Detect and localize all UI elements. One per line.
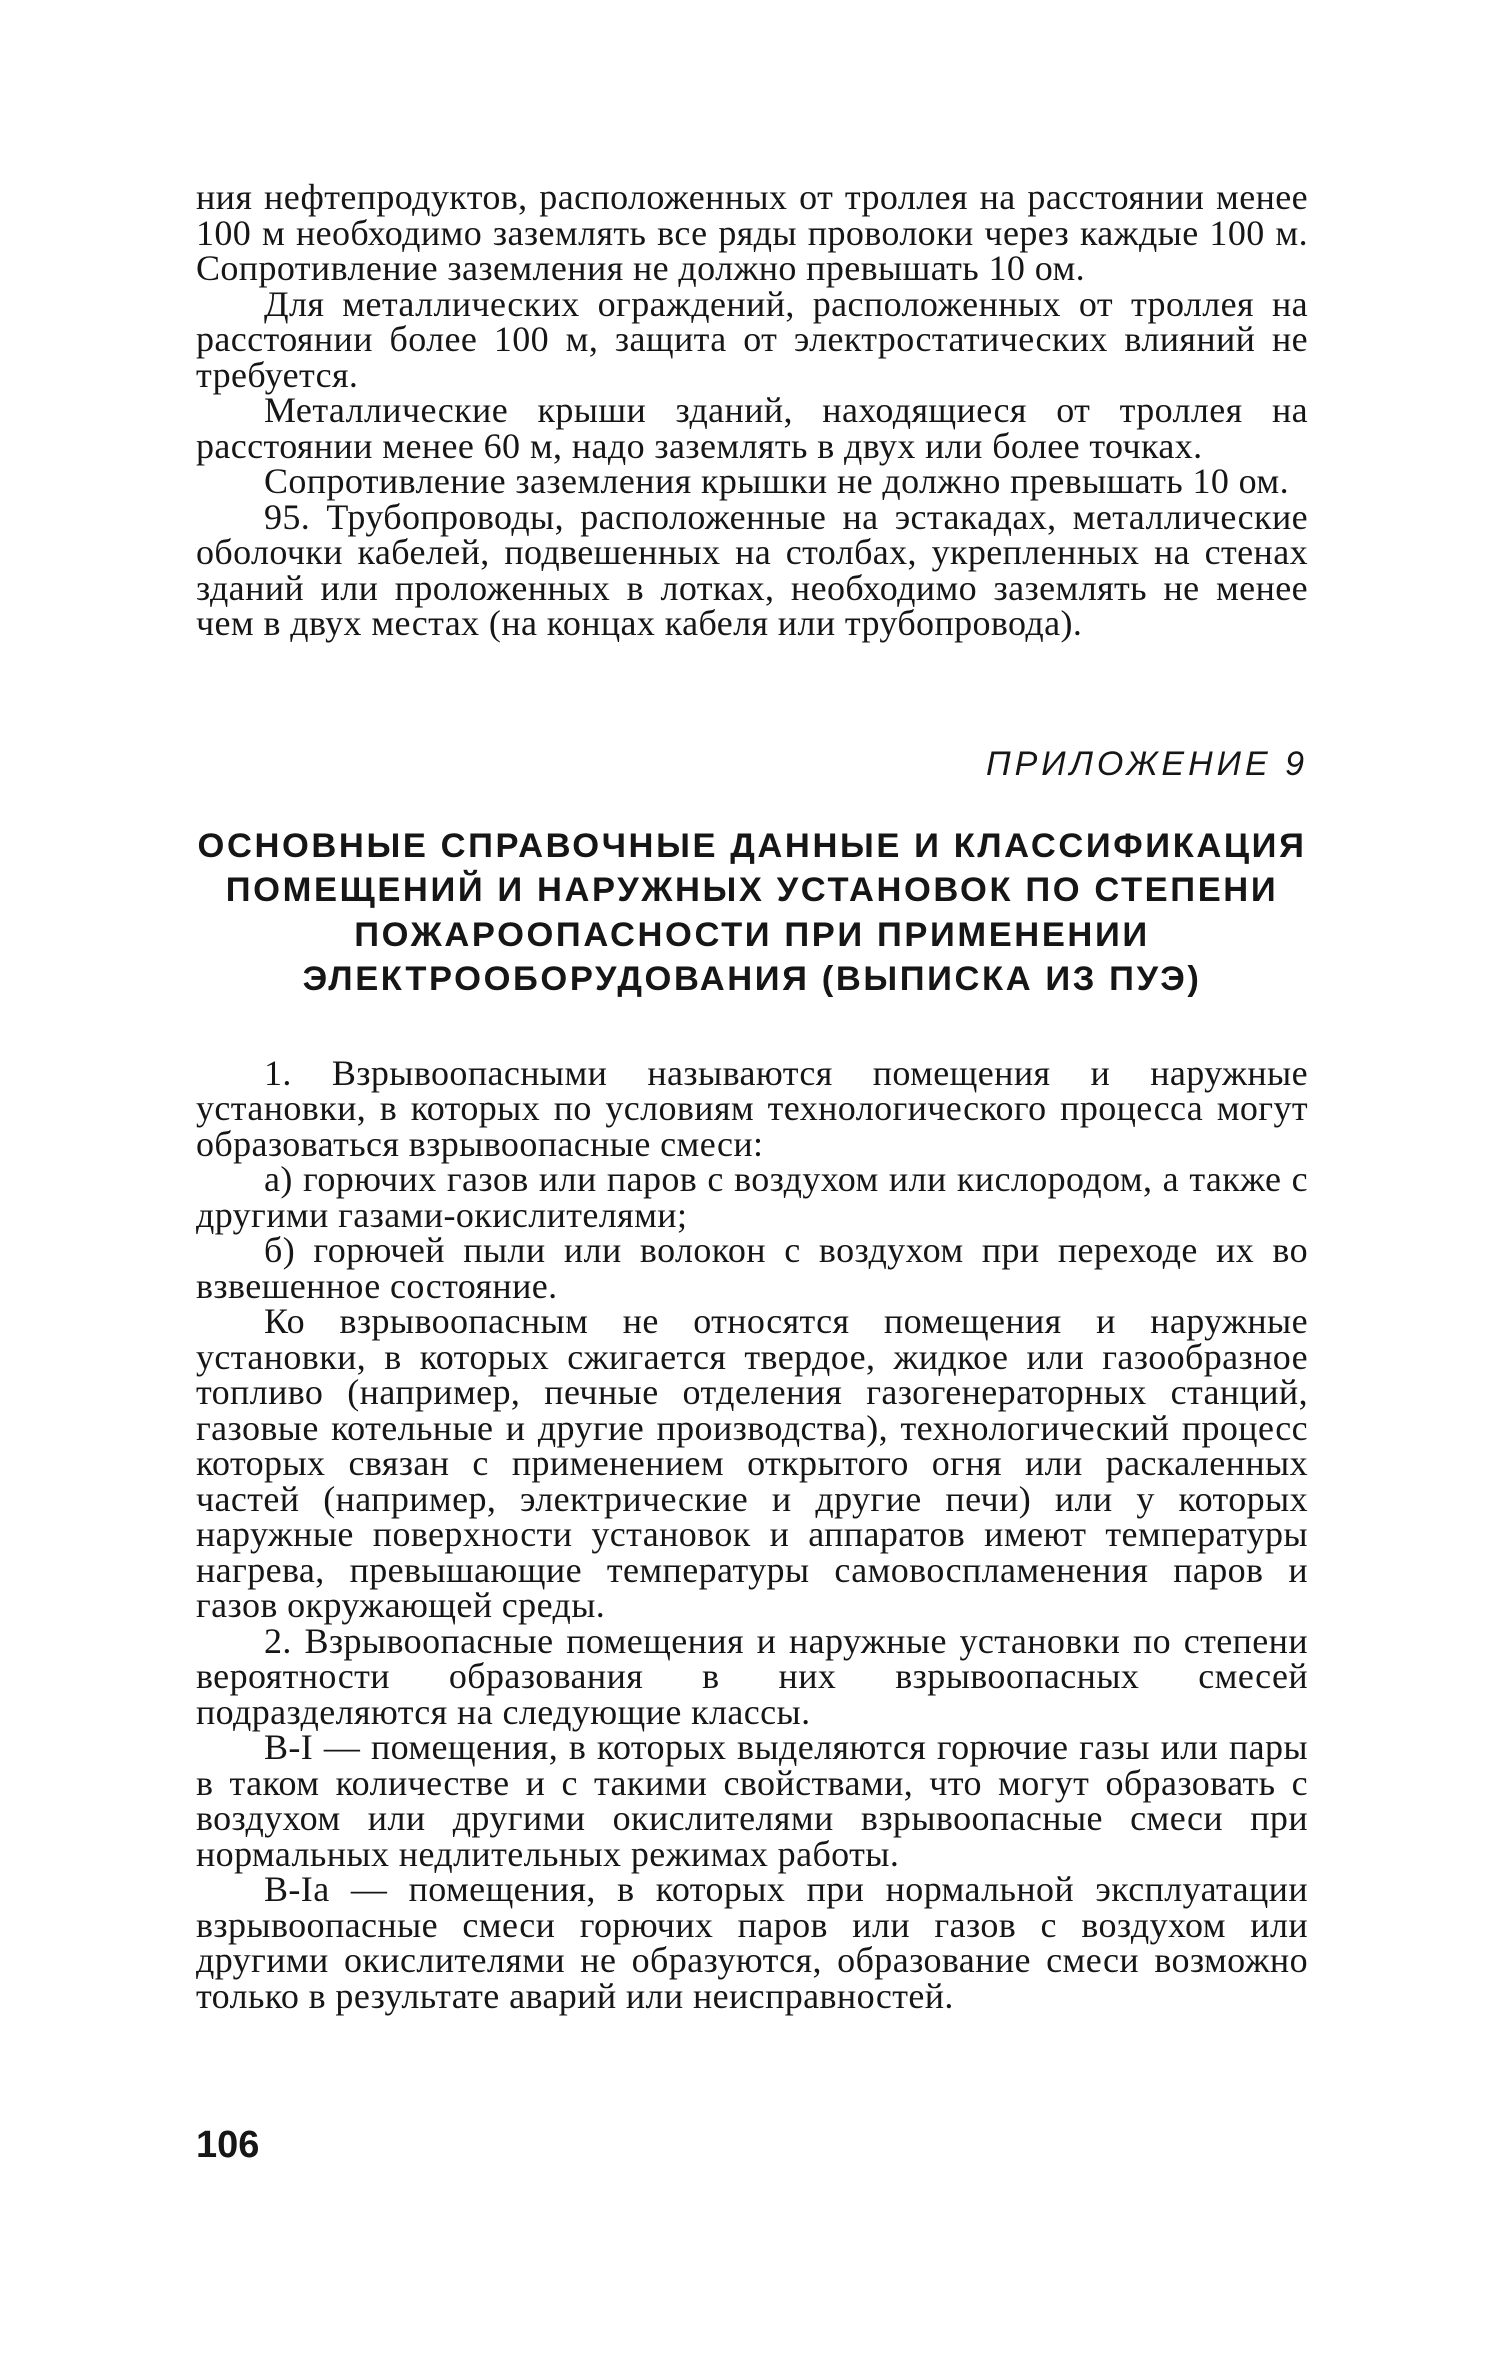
- paragraph-item-95: 95. Трубопроводы, расположенные на эстакадах, металлические оболочки кабелей, подвешенных на столбах, укрепленных на стенах зданий или проложенных в лотках, необходимо заземлять не менее чем в двух местах (на концах кабеля или трубопровода).: [196, 496, 1308, 643]
- page-content: [196, 177, 1308, 2016]
- appendix-label: ПРИЛОЖЕНИЕ 9: [985, 744, 1308, 783]
- paragraph-class-v-i: В-I — помещения, в которых выделяются горючие газы или пары в таком количестве и с такими свойствами, что могут образовать с воздухом или другими окислителями взрывоопасные смеси при нормальных недлительных режимах работы.: [196, 1727, 1308, 1874]
- paragraph-metal-fences: Для металлических ограждений, расположенных от троллея на расстоянии более 100 м, защита от электростатических влияний не требуется.: [196, 283, 1308, 395]
- paragraph-item-2: 2. Взрывоопасные помещения и наружные установки по степени вероятности образования в них взрывоопасных смесей подразделяются на следующие классы.: [196, 1620, 1308, 1732]
- section-heading: ОСНОВНЫЕ СПРАВОЧНЫЕ ДАННЫЕ И КЛАССИФИКАЦИЯ ПОМЕЩЕНИЙ И НАРУЖНЫХ УСТАНОВОК ПО СТЕПЕНИ ПОЖАРООПАСНОСТИ ПРИ ПРИМЕНЕНИИ ЭЛЕКТРООБОРУДОВАНИЯ (ВЫПИСКА ИЗ ПУЭ): [197, 826, 1307, 998]
- paragraph-item-1b: б) горючей пыли или волокон с воздухом при переходе их во взвешенное состояние.: [196, 1230, 1308, 1306]
- paragraph-continued-grounding: ния нефтепродуктов, расположенных от троллея на расстоянии менее 100 м необходимо заземлять все ряды проволоки через каждые 100 м. Сопротивление заземления не должно превышать 10 ом.: [196, 177, 1308, 288]
- page-number: 106: [196, 2124, 260, 2166]
- paragraph-metal-roofs: Металлические крыши зданий, находящиеся от троллея на расстоянии менее 60 м, надо заземлять в двух или более точках.: [196, 390, 1308, 466]
- paragraph-item-1: 1. Взрывоопасными называются помещения и наружные установки, в которых по условиям технологического процесса могут образоваться взрывоопасные смеси:: [196, 1052, 1308, 1164]
- paragraph-roof-resistance: Сопротивление заземления крышки не должно превышать 10 ом.: [264, 461, 1289, 501]
- paragraph-exclusions: Ко взрывоопасным не относятся помещения и наружные установки, в которых сжигается твердое, жидкое или газообразное топливо (например, печные отделения газогенераторных станций, газовые котельные и другие производства), технологический процесс которых связан с применением открытого огня или раскаленных частей (например, электрические и другие печи) или у которых наружные поверхности установок и аппаратов имеют температуры нагрева, превышающие температуры самовоспламенения паров и газов окружающей среды.: [196, 1301, 1308, 1625]
- paragraph-class-v-ia: В-Iа — помещения, в которых при нормальной эксплуатации взрывоопасные смеси горючих паров или газов с воздухом или другими окислителями не образуются, образование смеси возможно только в результате аварий или неисправностей.: [196, 1869, 1308, 2016]
- paragraph-item-1a: а) горючих газов или паров с воздухом или кислородом, а также с другими газами-окислителями;: [196, 1159, 1308, 1235]
